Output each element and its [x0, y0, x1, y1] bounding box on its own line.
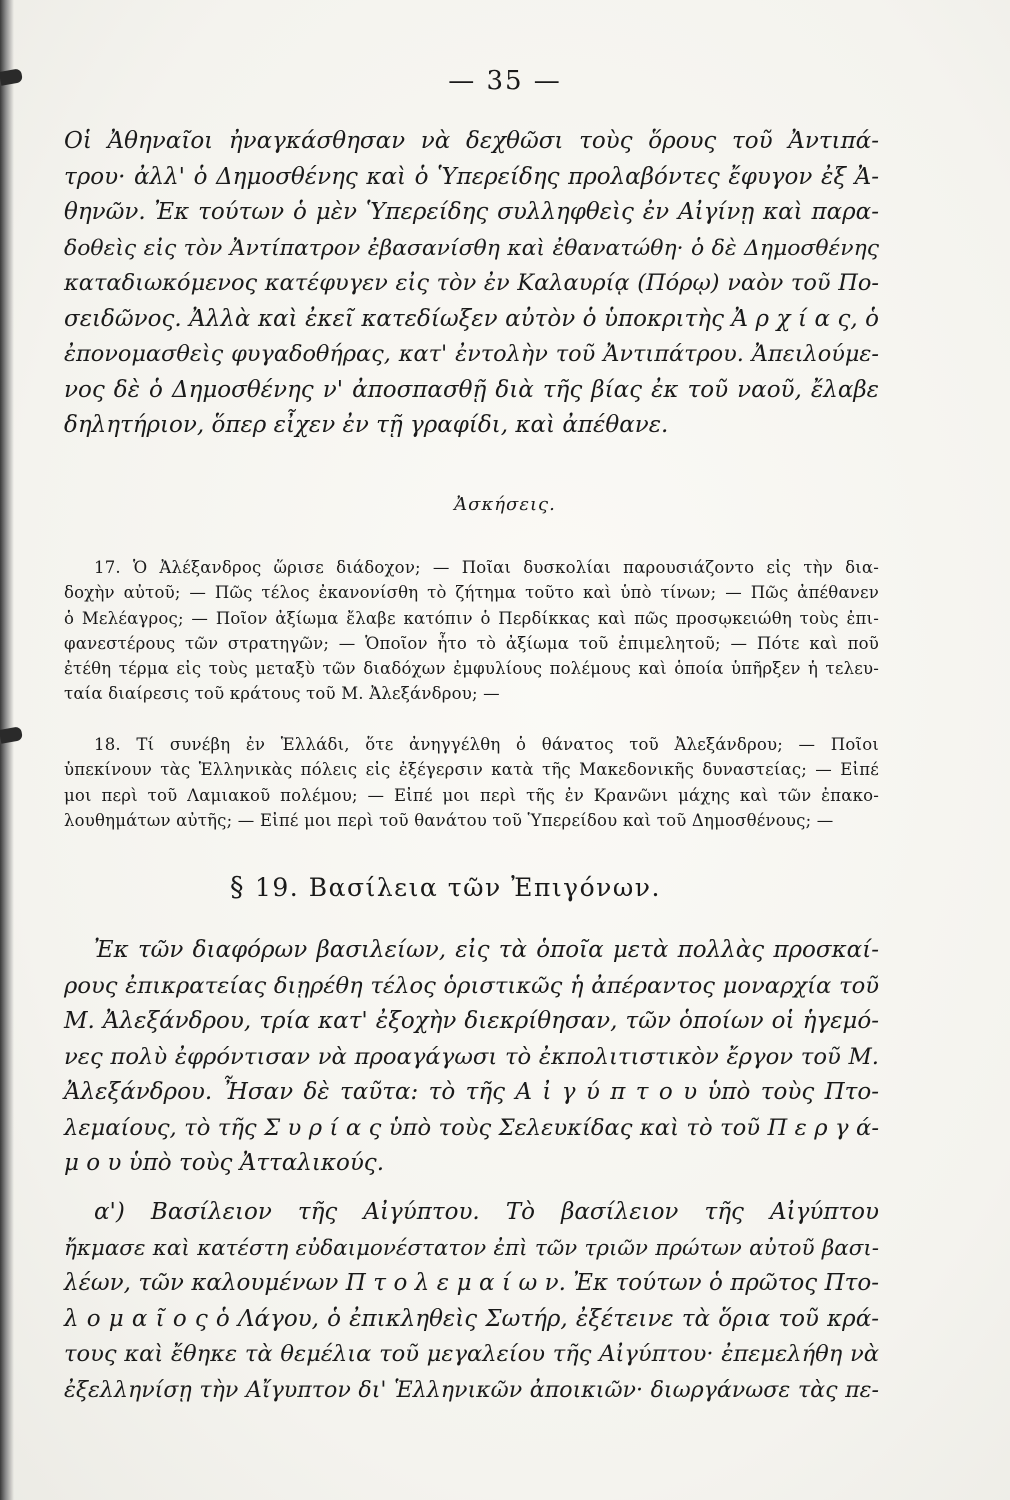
text-line: ἐτέθη τέρμα εἰς τοὺς μεταξὺ τῶν διαδόχων ἐμφυλίους πολέμους καὶ ὁποία ὑπῆρξεν ἡ τελευ- [64, 659, 879, 679]
paragraph-antipater [64, 124, 879, 444]
text-line: Ἀλεξάνδρου. Ἦσαν δὲ ταῦτα: τὸ τῆς Α ἰ γ ύ π τ ο υ ὑπὸ τοὺς Πτο- [64, 1079, 879, 1105]
text-line: φανεστέρους τῶν στρατηγῶν; — Ὁποῖον ἦτο τὸ ἀξίωμα τοῦ ἐπιμελητοῦ; — Πότε καὶ ποῦ [64, 633, 879, 653]
text-line: ἐπονομασθεὶς φυγαδοθήρας, κατ' ἐντολὴν τοῦ Ἀντιπάτρου. Ἀπειλούμε- [64, 341, 879, 367]
text-line: καταδιωκόμενος κατέφυγεν εἰς τὸν ἐν Καλαυρίᾳ (Πόρῳ) ναὸν τοῦ Πο- [64, 270, 879, 296]
text-line: ἤκμασε καὶ κατέστη εὐδαιμονέστατον ἐπὶ τῶν τριῶν πρώτων αὐτοῦ βασι- [64, 1235, 879, 1261]
text-line: λέων, τῶν καλουμένων Π τ ο λ ε μ α ί ω ν. Ἐκ τούτων ὁ πρῶτος Πτο- [64, 1270, 879, 1296]
binding-edge [0, 0, 14, 1500]
text-line: λουθημάτων αὐτῆς; — Εἰπέ μοι περὶ τοῦ θανάτου τοῦ Ὑπερείδου καὶ τοῦ Δημοσθένους; — [64, 810, 834, 830]
text-line: μοι περὶ τοῦ Λαμιακοῦ πολέμου; — Εἰπέ μοι περὶ τῆς ἐν Κρανῶνι μάχης καὶ τῶν ἐπακο- [64, 785, 879, 805]
text-line: σειδῶνος. Ἀλλὰ καὶ ἐκεῖ κατεδίωξεν αὐτὸν ὁ ὑποκριτὴς Ἀ ρ χ ί α ς, ὁ [64, 305, 879, 332]
section-title: 19. Βασίλεια τῶν Ἐπιγόνων. [255, 873, 661, 902]
text-line: μ ο υ ὑπὸ τοὺς Ἀτταλικούς. [64, 1150, 385, 1176]
binding-stitch [0, 726, 23, 744]
text-line: 18. Τί συνέβη ἐν Ἑλλάδι, ὅτε ἀνηγγέλθη ὁ θάνατος τοῦ Ἀλεξάνδρου; — Ποῖοι [94, 735, 879, 754]
text-line: θηνῶν. Ἐκ τούτων ὁ μὲν Ὑπερείδης συλληφθεὶς ἐν Αἰγίνῃ καὶ παρα- [64, 199, 879, 225]
exercise-18 [64, 732, 879, 833]
page-number: — 35 — [448, 66, 562, 96]
text-line: τους καὶ ἔθηκε τὰ θεμέλια τοῦ μεγαλείου τῆς Αἰγύπτου· ἐπεμελήθη νὰ [64, 1341, 879, 1367]
text-line: ὑπεκίνουν τὰς Ἑλληνικὰς πόλεις εἰς ἐξέγερσιν κατὰ τῆς Μακεδονικῆς δυναστείας; — Εἰπέ [64, 760, 879, 780]
text-line: ἐξελληνίσῃ τὴν Αἴγυπτον δι' Ἑλληνικῶν ἀποικιῶν· διωργάνωσε τὰς πε- [64, 1376, 879, 1403]
text-line: Οἱ Ἀθηναῖοι ἠναγκάσθησαν νὰ δεχθῶσι τοὺς ὅρους τοῦ Ἀντιπά- [64, 128, 879, 154]
text-line: νες πολὺ ἐφρόντισαν νὰ προαγάγωσι τὸ ἐκπολιτιστικὸν ἔργον τοῦ Μ. [64, 1043, 879, 1070]
section-symbol: § [230, 872, 245, 903]
exercises-title: Ἀσκήσεις. [454, 494, 556, 515]
section-heading [230, 872, 661, 903]
text-line: τρου· ἀλλ' ὁ Δημοσθένης καὶ ὁ Ὑπερείδης προλαβόντες ἔφυγον ἐξ Ἀ- [64, 163, 879, 190]
text-line: λ ο μ α ῖ ο ς ὁ Λάγου, ὁ ἐπικληθεὶς Σωτήρ, ἐξέτεινε τὰ ὅρια τοῦ κρά- [64, 1305, 879, 1332]
text-line: 17. Ὁ Ἀλέξανδρος ὥρισε διάδοχον; — Ποῖαι δυσκολίαι παρουσιάζοντο εἰς τὴν δια- [94, 558, 879, 577]
paragraph-kingdoms [64, 933, 879, 1182]
text-line: νος δὲ ὁ Δημοσθένης ν' ἀποσπασθῇ διὰ τῆς βίας ἐκ τοῦ ναοῦ, ἔλαβε [64, 376, 879, 403]
text-line: Μ. Ἀλεξάνδρου, τρία κατ' ἐξοχὴν διεκρίθησαν, τῶν ὁποίων οἱ ἡγεμό- [64, 1008, 879, 1034]
text-line: Ἐκ τῶν διαφόρων βασιλείων, εἰς τὰ ὁποῖα μετὰ πολλὰς προσκαί- [94, 937, 879, 963]
text-line: δοχὴν αὐτοῦ; — Πῶς τέλος ἐκανονίσθη τὸ ζήτημα τοῦτο καὶ ὑπὸ τίνων; — Πῶς ἀπέθανεν [64, 583, 879, 603]
text-line: λεμαίους, τὸ τῆς Σ υ ρ ί α ς ὑπὸ τοὺς Σελευκίδας καὶ τὸ τοῦ Π ε ρ γ ά- [64, 1114, 879, 1141]
text-line: ὁ Μελέαγρος; — Ποῖον ἀξίωμα ἔλαβε κατόπιν ὁ Περδίκκας καὶ πῶς προσῳκειώθη τοὺς ἐπι- [64, 608, 879, 628]
paragraph-egypt [64, 1195, 879, 1408]
text-line: δηλητήριον, ὅπερ εἶχεν ἐν τῇ γραφίδι, καὶ ἀπέθανε. [64, 412, 669, 438]
text-line: δοθεὶς εἰς τὸν Ἀντίπατρον ἐβασανίσθη καὶ ἐθανατώθη· ὁ δὲ Δημοσθένης [64, 235, 879, 261]
text-line: α') Βασίλειον τῆς Αἰγύπτου. Τὸ βασίλειον τῆς Αἰγύπτου [94, 1199, 879, 1225]
exercise-17 [64, 555, 879, 707]
text-line: ρους ἐπικρατείας διῃρέθη τέλος ὁριστικῶς ἡ ἀπέραντος μοναρχία τοῦ [64, 972, 879, 999]
text-line: ταία διαίρεσις τοῦ κράτους τοῦ Μ. Ἀλεξάνδρου; — [64, 684, 500, 704]
